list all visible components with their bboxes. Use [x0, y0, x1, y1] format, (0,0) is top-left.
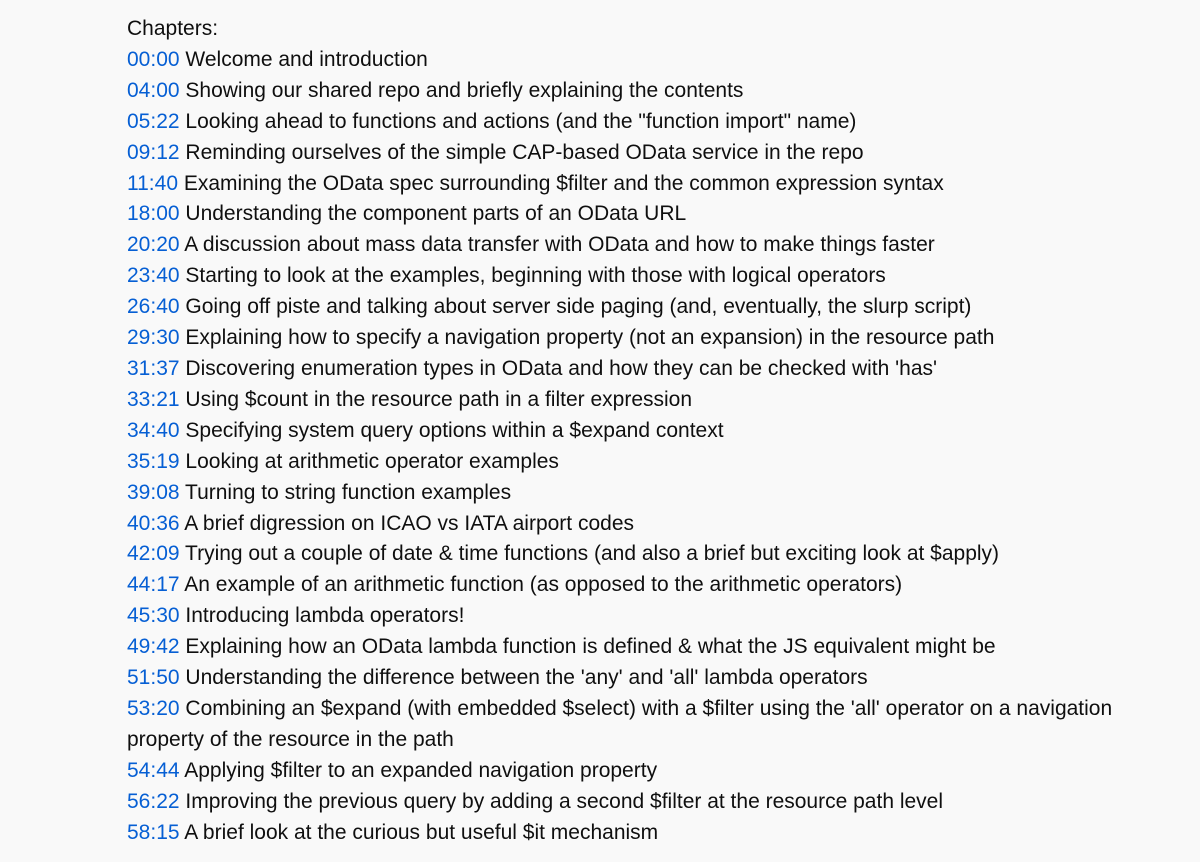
- chapter-title: A brief look at the curious but useful $it mechanism: [184, 820, 659, 844]
- chapter-timestamp-link[interactable]: 40:36: [127, 511, 180, 535]
- chapter-item: [127, 416, 1177, 447]
- chapter-timestamp-link[interactable]: 09:12: [127, 140, 180, 164]
- chapter-item: [127, 787, 1177, 818]
- chapter-title: Welcome and introduction: [185, 47, 428, 71]
- chapter-item: [127, 447, 1177, 478]
- chapter-title: Applying $filter to an expanded navigation property: [184, 758, 658, 782]
- chapter-timestamp-link[interactable]: 56:22: [127, 789, 180, 813]
- chapter-timestamp-link[interactable]: 00:00: [127, 47, 180, 71]
- chapter-title: Understanding the component parts of an OData URL: [185, 202, 687, 226]
- chapter-timestamp-link[interactable]: 51:50: [127, 666, 180, 690]
- chapter-item: [127, 45, 1177, 76]
- chapter-item: [127, 570, 1177, 601]
- chapter-title: Combining an $expand (with embedded $select) with a $filter using the 'all' operator on a navigation property of the resource in the path: [127, 696, 1113, 751]
- chapter-title: Introducing lambda operators!: [185, 604, 465, 628]
- chapter-item: [127, 385, 1177, 416]
- chapter-title: Looking ahead to functions and actions (and the "function import" name): [185, 109, 857, 133]
- chapter-item: [127, 509, 1177, 540]
- chapter-title: Reminding ourselves of the simple CAP-based OData service in the repo: [185, 140, 864, 164]
- chapter-item: [127, 354, 1177, 385]
- chapter-title: Showing our shared repo and briefly explaining the contents: [185, 78, 744, 102]
- chapter-timestamp-link[interactable]: 58:15: [127, 820, 180, 844]
- chapter-title: Explaining how to specify a navigation property (not an expansion) in the resource path: [185, 326, 995, 350]
- chapter-title: Starting to look at the examples, beginning with those with logical operators: [185, 264, 886, 288]
- chapter-timestamp-link[interactable]: 45:30: [127, 604, 180, 628]
- chapter-item: [127, 261, 1177, 292]
- chapter-title: A brief digression on ICAO vs IATA airport codes: [184, 511, 635, 535]
- chapter-title: Turning to string function examples: [185, 480, 512, 504]
- chapter-title: Specifying system query options within a $expand context: [185, 418, 724, 442]
- chapters-heading: Chapters:: [127, 17, 219, 40]
- chapter-timestamp-link[interactable]: 20:20: [127, 233, 180, 257]
- chapter-timestamp-link[interactable]: 42:09: [127, 542, 180, 566]
- chapter-title: Looking at arithmetic operator examples: [185, 449, 559, 473]
- chapter-item: [127, 663, 1177, 694]
- chapter-timestamp-link[interactable]: 34:40: [127, 418, 180, 442]
- chapter-title: Trying out a couple of date & time functions (and also a brief but exciting look at $apply): [185, 542, 1000, 566]
- chapter-item: [127, 292, 1177, 323]
- chapter-item: [127, 323, 1177, 354]
- chapter-title: Discovering enumeration types in OData and how they can be checked with 'has': [185, 356, 938, 380]
- chapter-item: [127, 818, 1177, 849]
- chapter-timestamp-link[interactable]: 33:21: [127, 387, 180, 411]
- chapter-timestamp-link[interactable]: 11:40: [127, 171, 178, 195]
- chapter-timestamp-link[interactable]: 04:00: [127, 78, 180, 102]
- video-description: [127, 14, 1177, 848]
- chapter-item: [127, 756, 1177, 787]
- chapter-item: [127, 199, 1177, 230]
- chapter-timestamp-link[interactable]: 49:42: [127, 635, 180, 659]
- chapter-title: Understanding the difference between the 'any' and 'all' lambda operators: [185, 666, 868, 690]
- chapter-item: [127, 230, 1177, 261]
- chapter-item: [127, 478, 1177, 509]
- chapter-title: Going off piste and talking about server side paging (and, eventually, the slurp script): [185, 295, 972, 319]
- chapter-item: [127, 107, 1177, 138]
- chapter-timestamp-link[interactable]: 31:37: [127, 356, 180, 380]
- chapter-list: [127, 45, 1177, 849]
- chapter-item: [127, 632, 1177, 663]
- chapter-title: Explaining how an OData lambda function is defined & what the JS equivalent might be: [185, 635, 996, 659]
- chapter-title: An example of an arithmetic function (as opposed to the arithmetic operators): [184, 573, 903, 597]
- chapter-timestamp-link[interactable]: 29:30: [127, 326, 180, 350]
- chapter-timestamp-link[interactable]: 35:19: [127, 449, 180, 473]
- chapter-title: Examining the OData spec surrounding $filter and the common expression syntax: [183, 171, 944, 195]
- chapter-item: [127, 601, 1177, 632]
- chapter-timestamp-link[interactable]: 18:00: [127, 202, 180, 226]
- chapter-item: [127, 539, 1177, 570]
- chapter-item: [127, 138, 1177, 169]
- chapter-item: [127, 76, 1177, 107]
- chapter-title: Improving the previous query by adding a second $filter at the resource path level: [185, 789, 944, 813]
- chapter-title: Using $count in the resource path in a filter expression: [185, 387, 693, 411]
- chapter-timestamp-link[interactable]: 39:08: [127, 480, 180, 504]
- chapter-timestamp-link[interactable]: 05:22: [127, 109, 180, 133]
- chapter-timestamp-link[interactable]: 54:44: [127, 758, 180, 782]
- chapter-title: A discussion about mass data transfer with OData and how to make things faster: [184, 233, 935, 257]
- chapter-item: [127, 694, 1177, 756]
- chapter-timestamp-link[interactable]: 53:20: [127, 696, 180, 720]
- chapter-timestamp-link[interactable]: 44:17: [127, 573, 180, 597]
- chapter-item: [127, 169, 1177, 200]
- chapter-timestamp-link[interactable]: 23:40: [127, 264, 180, 288]
- chapter-timestamp-link[interactable]: 26:40: [127, 295, 180, 319]
